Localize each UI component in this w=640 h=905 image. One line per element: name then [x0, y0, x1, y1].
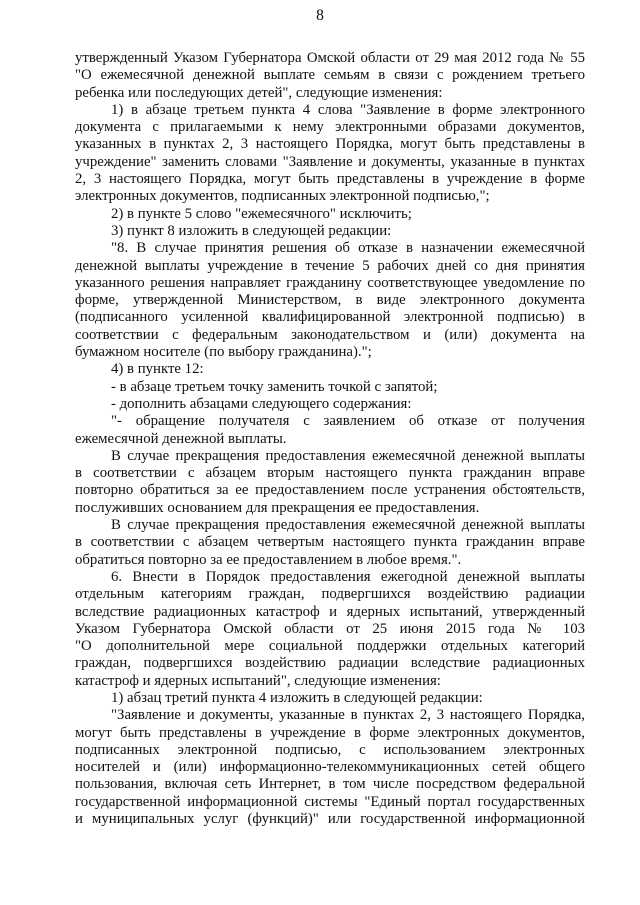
text-line: 2, 3 настоящего Порядка, могут быть представлены в учреждение в форме: [75, 171, 585, 188]
text-line: и муниципальных услуг (функций)" или государственной информационной: [75, 811, 585, 828]
text-line: отдельным категориям граждан, подвергшихся воздействию радиации: [75, 586, 585, 603]
text-line: указанных в пунктах 2, 3 настоящего Порядка, могут быть представлены в: [75, 136, 585, 153]
text-line: государственной информационной системы "Единый портал государственных: [75, 793, 585, 810]
text-line: 6. Внести в Порядок предоставления ежегодной денежной выплаты: [111, 568, 585, 585]
text-line: подписанных электронной подписью, с использованием электронных: [75, 741, 585, 758]
text-line: могут быть представлены в учреждение в форме электронных документов,: [75, 724, 585, 741]
text-line: катастроф и ядерных испытаний", следующие изменения:: [75, 672, 441, 689]
text-line: 1) абзац третий пункта 4 изложить в следующей редакции:: [111, 689, 483, 706]
text-line: денежной выплаты учреждение в течение 5 рабочих дней со дня принятия: [75, 257, 585, 274]
text-line: указанного решения направляет гражданину соответствующее уведомление по: [75, 274, 585, 291]
text-line: учреждение" заменить словами "Заявление и документы, указанные в пунктах: [75, 153, 585, 170]
text-line: в соответствии с абзацем вторым настоящего пункта гражданин вправе: [75, 465, 585, 482]
text-line: Указом Губернатора Омской области от 25 июня 2015 года № 103: [75, 620, 585, 637]
text-line: электронных документов, подписанных электронной подписью,";: [75, 188, 490, 205]
text-line: носителей и (или) информационно-телекоммуникационных сетей общего: [75, 759, 585, 776]
text-line: "О дополнительной мере социальной поддержки отдельных категорий: [75, 638, 585, 655]
text-line: - в абзаце третьем точку заменить точкой с запятой;: [111, 378, 438, 395]
text-line: повторно обратиться за ее предоставлением после устранения обстоятельств,: [75, 482, 585, 499]
text-line: в соответствии с абзацем четвертым настоящего пункта гражданин вправе: [75, 534, 585, 551]
text-line: ребенка или последующих детей", следующие изменения:: [75, 84, 443, 101]
text-line: "О ежемесячной денежной выплате семьям в связи с рождением третьего: [75, 67, 585, 84]
text-line: В случае прекращения предоставления ежемесячной денежной выплаты: [111, 447, 585, 464]
text-line: утвержденный Указом Губернатора Омской области от 29 мая 2012 года № 55: [75, 50, 585, 66]
text-line: "8. В случае принятия решения об отказе в назначении ежемесячной: [111, 240, 585, 257]
text-line: послуживших основанием для прекращения ее предоставления.: [75, 499, 480, 516]
text-line: пользования, включая сеть Интернет, в том числе посредством федеральной: [75, 776, 585, 793]
text-line: соответствии с федеральным законодательством и (или) документа на: [75, 326, 585, 343]
text-line: вследствие радиационных катастроф и ядерных испытаний, утвержденный: [75, 603, 585, 620]
text-line: В случае прекращения предоставления ежемесячной денежной выплаты: [111, 517, 585, 534]
text-line: 3) пункт 8 изложить в следующей редакции:: [111, 222, 392, 239]
text-line: (подписанного усиленной квалифицированной электронной подписью) в: [75, 309, 585, 326]
text-line: обратиться повторно за ее предоставлением в любое время.".: [75, 551, 462, 568]
text-line: 2) в пункте 5 слово "ежемесячного" исключить;: [111, 205, 412, 222]
text-line: форме, утвержденной Министерством, в виде электронного документа: [75, 292, 585, 309]
text-line: документа с прилагаемыми к нему электронными образами документов,: [75, 119, 585, 136]
text-line: граждан, подвергшихся воздействию радиации вследствие радиационных: [75, 655, 585, 672]
page-number: 8: [316, 7, 324, 24]
text-line: 1) в абзаце третьем пункта 4 слова "Заявление в форме электронного: [111, 101, 585, 118]
text-line: "Заявление и документы, указанные в пунктах 2, 3 настоящего Порядка,: [111, 707, 585, 724]
text-line: - дополнить абзацами следующего содержания:: [111, 395, 412, 412]
text-line: бумажном носителе (по выбору гражданина).";: [75, 344, 372, 361]
text-line: ежемесячной денежной выплаты.: [75, 430, 287, 447]
text-line: 4) в пункте 12:: [111, 361, 204, 378]
document-body: [75, 50, 585, 828]
text-line: "- обращение получателя с заявлением об отказе от получения: [111, 413, 585, 430]
